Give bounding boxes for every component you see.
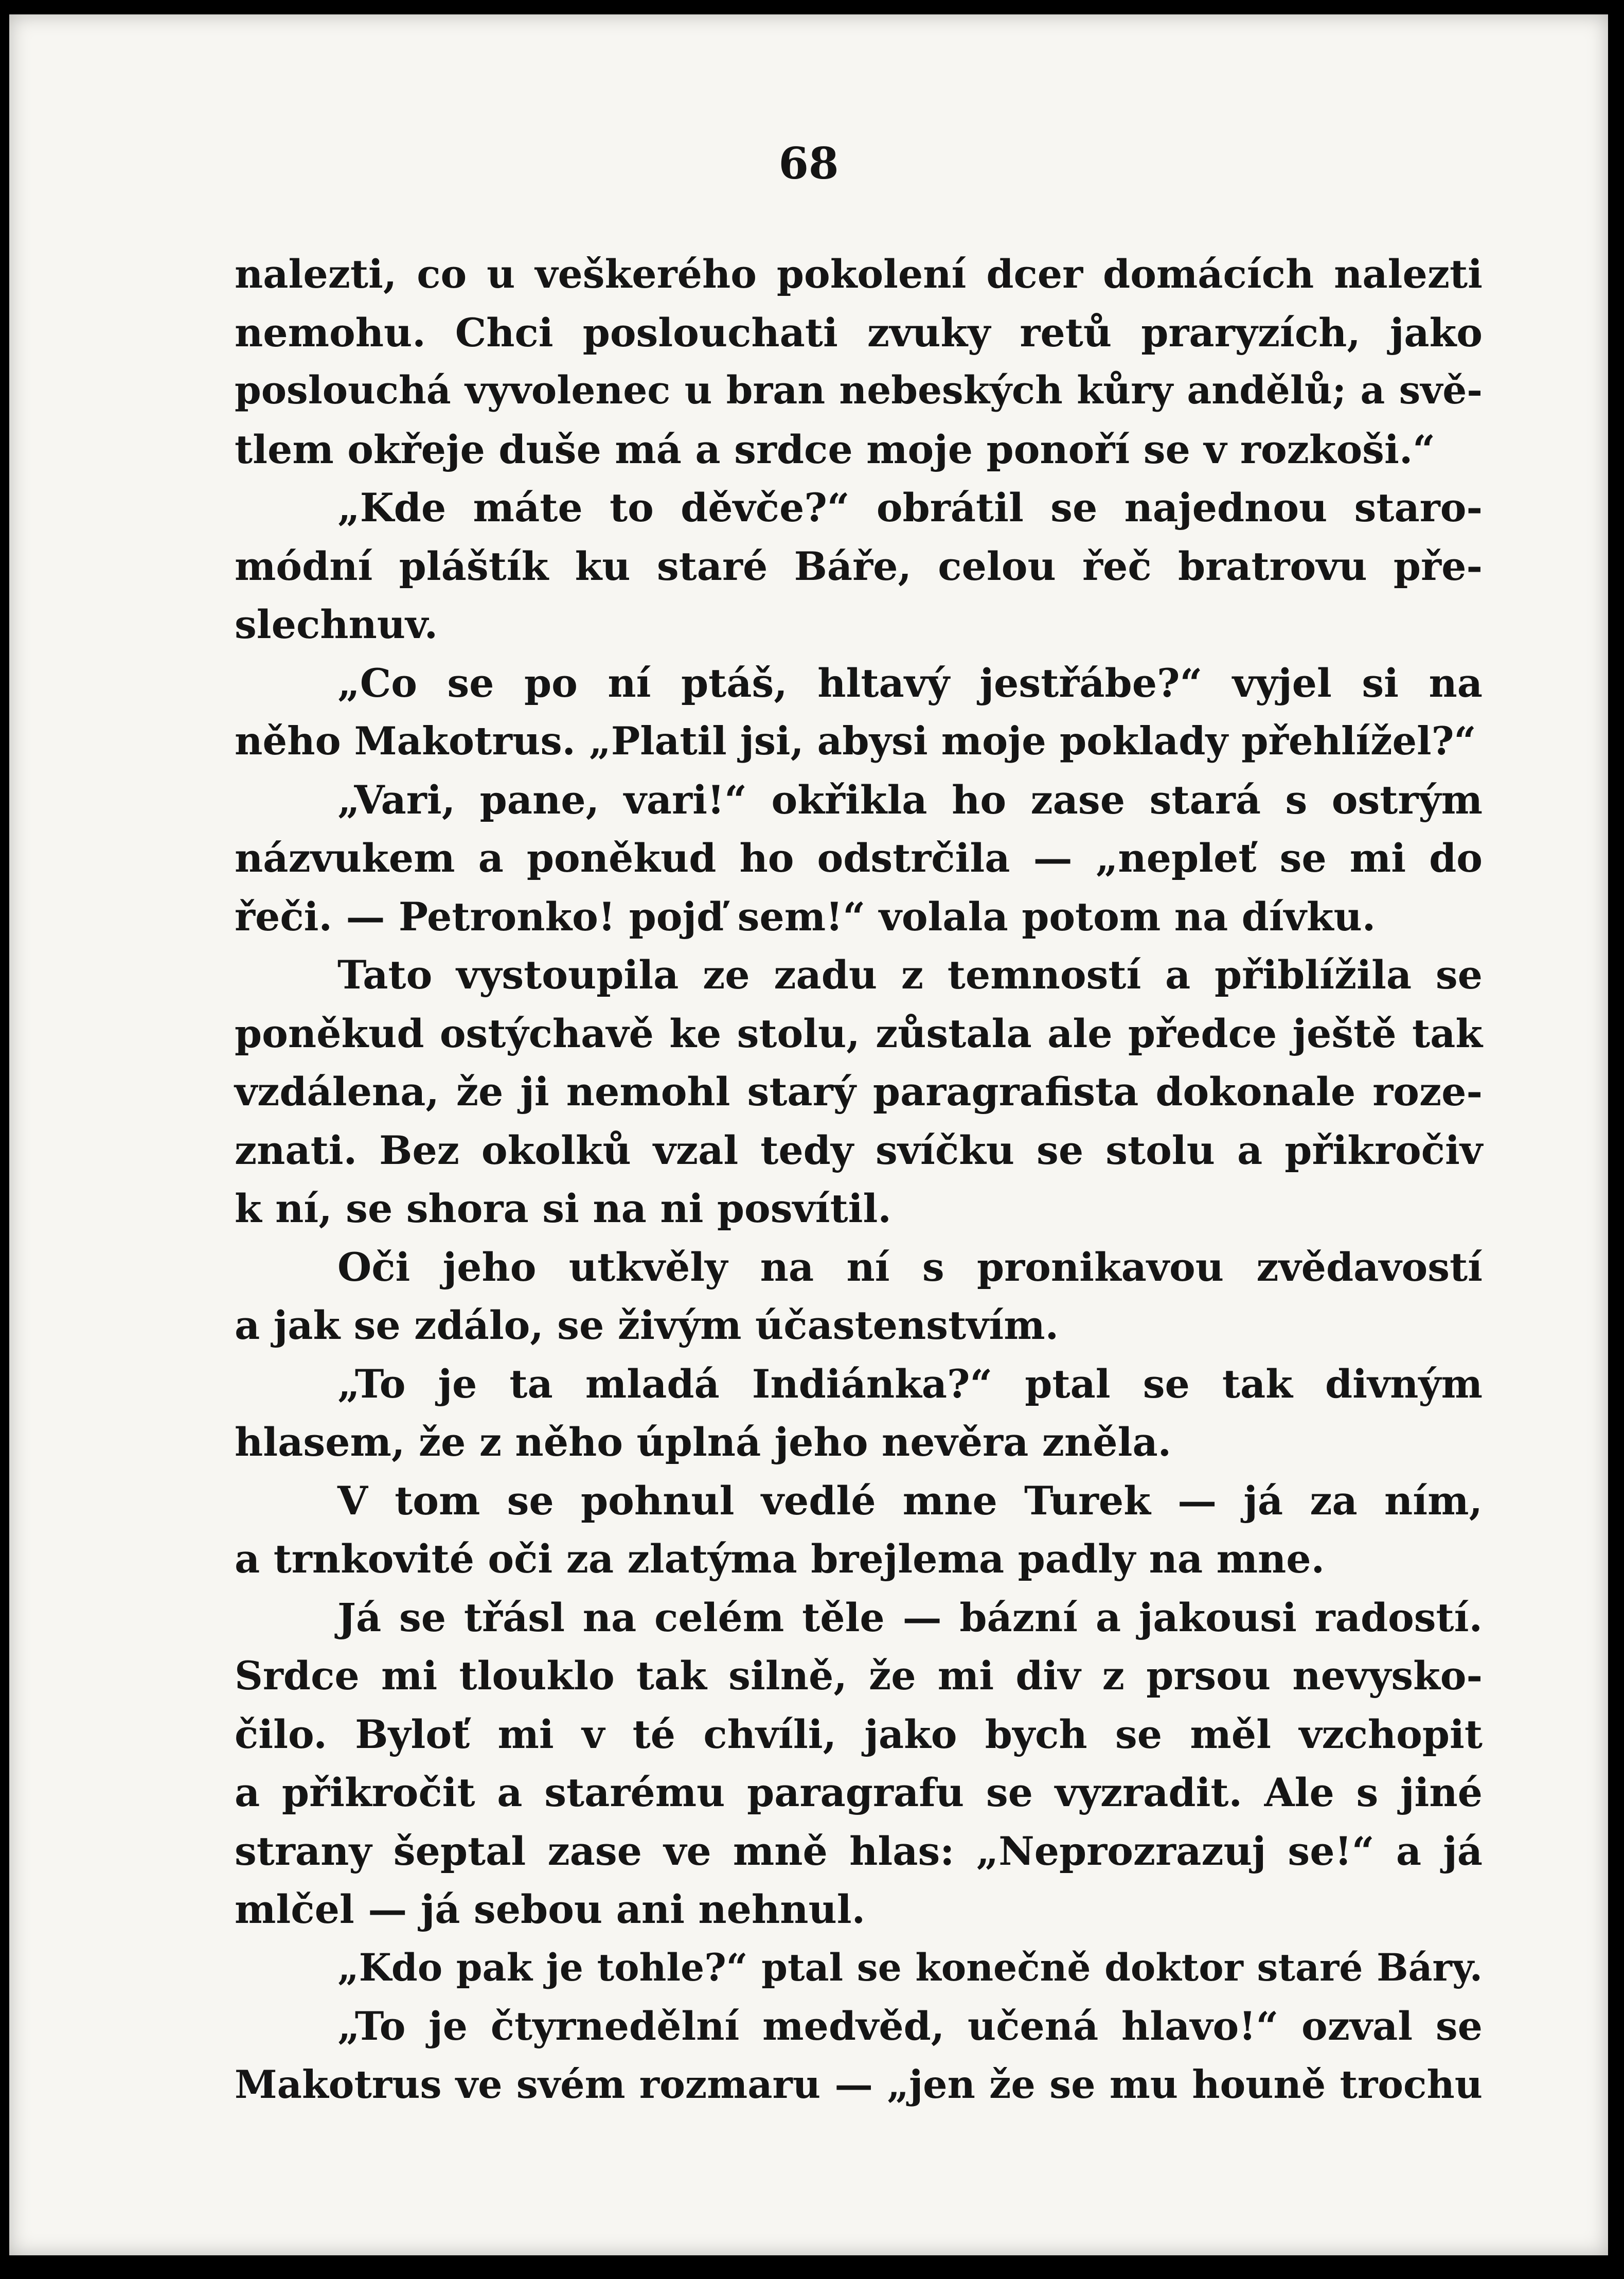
- text-line: mlčel — já sebou ani nehnul.: [235, 1886, 866, 1932]
- text-line: názvukem a poněkud ho odstrčila — „nepleť se mi do: [235, 835, 1483, 881]
- text-line: Tato vystoupila ze zadu z temností a přiblížila se: [337, 952, 1483, 998]
- text-line: poněkud ostýchavě ke stolu, zůstala ale předce ještě tak: [235, 1010, 1483, 1056]
- text-line: „Co se po ní ptáš, hltavý jestřábe?“ vyjel si na: [337, 660, 1483, 706]
- text-line: strany šeptal zase ve mně hlas: „Neprozrazuj se!“ a já: [235, 1828, 1483, 1874]
- text-line: Srdce mi tlouklo tak silně, že mi div z prsou nevysko-: [235, 1653, 1483, 1699]
- text-line: znati. Bez okolků vzal tedy svíčku se stolu a přikročiv: [235, 1127, 1483, 1173]
- text-line: „Vari, pane, vari!“ okřikla ho zase stará s ostrým: [337, 776, 1483, 823]
- page-number: 68: [778, 138, 839, 189]
- text-line: řeči. — Petronko! pojď sem!“ volala potom na dívku.: [235, 893, 1376, 940]
- text-line: a přikročit a starému paragrafu se vyzradit. Ale s jiné: [235, 1770, 1483, 1815]
- text-line: Makotrus ve svém rozmaru — „jen že se mu houně trochu: [235, 2061, 1483, 2107]
- text-line: Oči jeho utkvěly na ní s pronikavou zvědavostí: [337, 1244, 1483, 1290]
- text-line: „Kde máte to děvče?“ obrátil se najednou staro-: [337, 485, 1483, 531]
- text-line: a trnkovité oči za zlatýma brejlema padly na mne.: [235, 1536, 1325, 1582]
- text-line: módní pláštík ku staré Báře, celou řeč bratrovu pře-: [235, 543, 1483, 589]
- text-line: čilo. Byloť mi v té chvíli, jako bych se měl vzchopit: [235, 1711, 1483, 1757]
- text-line: hlasem, že z něho úplná jeho nevěra zněla.: [235, 1419, 1172, 1465]
- body-text: [235, 245, 1483, 2114]
- text-line: „To je čtyrnedělní medvěd, učená hlavo!“ ozval se: [337, 2003, 1483, 2049]
- text-line: Já se třásl na celém těle — bázní a jakousi radostí.: [337, 1594, 1483, 1640]
- text-line: „To je ta mladá Indiánka?“ ptal se tak divným: [337, 1361, 1483, 1407]
- text-line: V tom se pohnul vedlé mne Turek — já za ním,: [337, 1477, 1483, 1524]
- text-line: a jak se zdálo, se živým účastenstvím.: [235, 1302, 1059, 1348]
- text-line: vzdálena, že ji nemohl starý paragrafista dokonale roze-: [235, 1069, 1483, 1115]
- text-line: slechnuv.: [235, 602, 438, 647]
- text-line: k ní, se shora si na ni posvítil.: [235, 1186, 891, 1231]
- text-line: nalezti, co u veškerého pokolení dcer domácích nalezti: [235, 251, 1483, 297]
- text-line: nemohu. Chci poslouchati zvuky retů praryzích, jako: [235, 309, 1483, 356]
- text-line: něho Makotrus. „Platil jsi, abysi moje poklady přehlížel?“: [235, 718, 1476, 764]
- book-page: [9, 14, 1608, 2255]
- text-line: tlem okřeje duše má a srdce moje ponoří se v rozkoši.“: [235, 426, 1435, 472]
- text-line: „Kdo pak je tohle?“ ptal se konečně doktor staré Báry.: [337, 1946, 1483, 1990]
- text-line: poslouchá vyvolenec u bran nebeských kůry andělů; a svě-: [235, 368, 1483, 413]
